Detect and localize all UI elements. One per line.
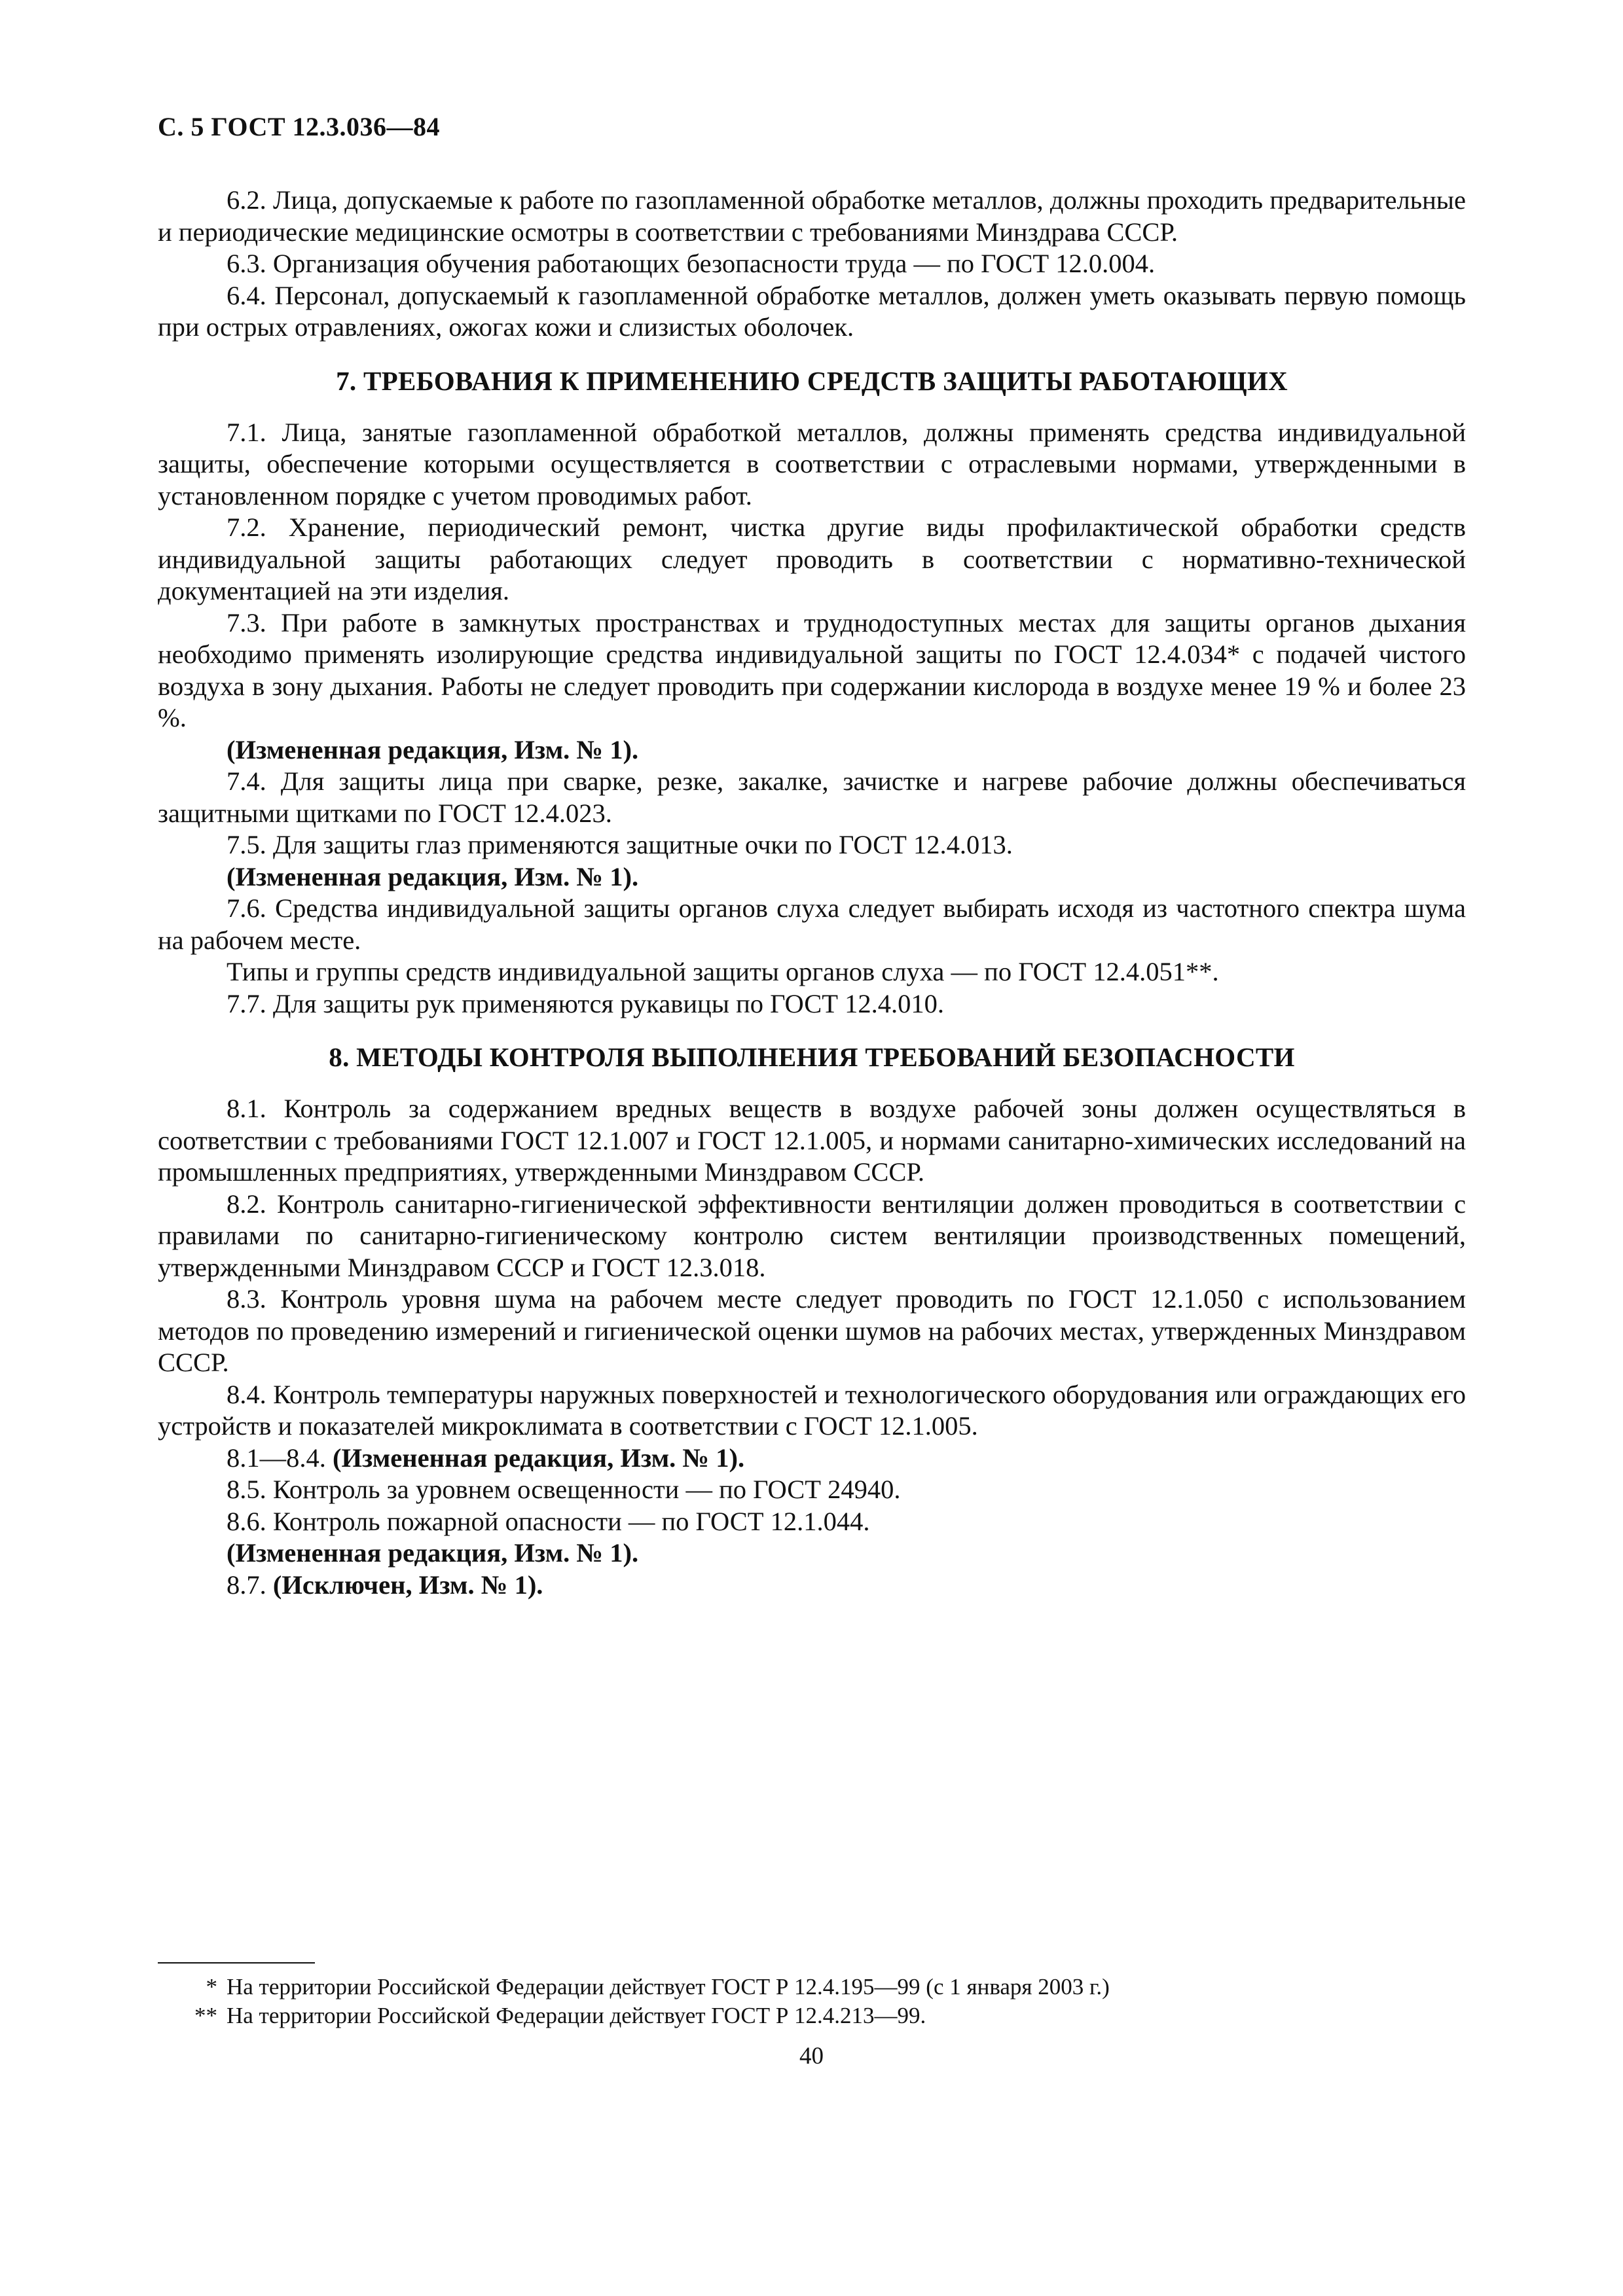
paragraph-7-2: 7.2. Хранение, периодический ремонт, чистка другие виды профилактической обработки средств индивидуальной защиты работающих следует проводить в соответствии с нормативно-технической документацией на эти изделия. bbox=[158, 512, 1466, 605]
paragraph-7-5: 7.5. Для защиты глаз применяются защитные очки по ГОСТ 12.4.013. bbox=[227, 830, 1013, 859]
paragraph-8-7 bbox=[158, 1570, 1466, 1602]
section-8-title: 8. МЕТОДЫ КОНТРОЛЯ ВЫПОЛНЕНИЯ ТРЕБОВАНИЙ БЕЗОПАСНОСТИ bbox=[329, 1042, 1295, 1072]
paragraph-6-3: 6.3. Организация обучения работающих безопасности труда — по ГОСТ 12.0.004. bbox=[227, 249, 1156, 278]
revision-note-prefix: 8.1—8.4. bbox=[227, 1443, 333, 1473]
footnote-text: На территории Российской Федерации действует ГОСТ Р 12.4.213—99. bbox=[227, 2003, 926, 2028]
paragraph-7-3: 7.3. При работе в замкнутых пространствах и труднодоступных местах для защиты органов дыхания необходимо применять изолирующие средства индивидуальной защиты по ГОСТ 12.4.034* с подачей чистого воздуха в зону дыхания. Работы не следует проводить при содержании кислорода в воздухе менее 19 % и более 23 %. bbox=[158, 607, 1466, 732]
page-header: С. 5 ГОСТ 12.3.036—84 bbox=[158, 112, 441, 141]
paragraph-7-1: 7.1. Лица, занятые газопламенной обработкой металлов, должны применять средства индивидуальной защиты, обеспечение которыми осуществляется в соответствии с отраслевыми нормами, утвержденными в установленном порядке с учетом проводимых работ. bbox=[158, 417, 1466, 511]
footnotes bbox=[158, 1973, 1466, 2030]
revision-note-text: (Измененная редакция, Изм. № 1). bbox=[333, 1443, 745, 1473]
revision-note-7-3: (Измененная редакция, Изм. № 1). bbox=[227, 734, 639, 764]
revision-note-7-5: (Измененная редакция, Изм. № 1). bbox=[227, 861, 639, 891]
paragraph-8-7-text: (Исключен, Изм. № 1). bbox=[272, 1570, 543, 1600]
footnote-mark: * bbox=[206, 1974, 217, 2000]
paragraph-7-6-types: Типы и группы средств индивидуальной защиты органов слуха — по ГОСТ 12.4.051**. bbox=[227, 957, 1219, 986]
paragraph-8-2: 8.2. Контроль санитарно-гигиенической эффективности вентиляции должен проводиться в соответствии с правилами по санитарно-гигиеническому контролю систем вентиляции производственных помещений, утвержденными Минздравом СССР и ГОСТ 12.3.018. bbox=[158, 1189, 1466, 1282]
paragraph-8-5: 8.5. Контроль за уровнем освещенности — по ГОСТ 24940. bbox=[227, 1475, 901, 1504]
page-number: 40 bbox=[799, 2043, 824, 2070]
revision-note-8-6: (Измененная редакция, Изм. № 1). bbox=[227, 1538, 639, 1568]
paragraph-8-1: 8.1. Контроль за содержанием вредных веществ в воздухе рабочей зоны должен осуществляться в соответствии с требованиями ГОСТ 12.1.007 и ГОСТ 12.1.005, и нормами санитарно-химических исследований на промышленных предприятиях, утвержденными Минздравом СССР. bbox=[158, 1094, 1466, 1187]
paragraph-8-3: 8.3. Контроль уровня шума на рабочем месте следует проводить по ГОСТ 12.1.050 с использованием методов по проведению измерений и гигиенической оценки шумов на рабочих местах, утвержденных Минздравом СССР. bbox=[158, 1284, 1466, 1377]
revision-note-8-1-8-4 bbox=[158, 1443, 1466, 1475]
paragraph-7-7: 7.7. Для защиты рук применяются рукавицы по ГОСТ 12.4.010. bbox=[227, 988, 945, 1018]
section-7-title: 7. ТРЕБОВАНИЯ К ПРИМЕНЕНИЮ СРЕДСТВ ЗАЩИТЫ РАБОТАЮЩИХ bbox=[336, 365, 1288, 396]
paragraph-8-4: 8.4. Контроль температуры наружных поверхностей и технологического оборудования или ограждающих его устройств и показателей микроклимата в соответствии с ГОСТ 12.1.005. bbox=[158, 1379, 1466, 1441]
paragraph-6-4: 6.4. Персонал, допускаемый к газопламенной обработке металлов, должен уметь оказывать первую помощь при острых отравлениях, ожогах кожи и слизистых оболочек. bbox=[158, 280, 1466, 342]
paragraph-8-6: 8.6. Контроль пожарной опасности — по ГОСТ 12.1.044. bbox=[227, 1506, 870, 1536]
paragraph-8-7-prefix: 8.7. bbox=[227, 1570, 273, 1600]
footnote-1 bbox=[158, 1973, 1466, 2001]
footnote-mark: ** bbox=[194, 2003, 217, 2028]
paragraph-6-2: 6.2. Лица, допускаемые к работе по газопламенной обработке металлов, должны проходить предварительные и периодические медицинские осмотры в соответствии с требованиями Минздрава СССР. bbox=[158, 185, 1466, 247]
footnote-text: На территории Российской Федерации действует ГОСТ Р 12.4.195—99 (с 1 января 2003 г.) bbox=[227, 1974, 1110, 2000]
paragraph-7-6: 7.6. Средства индивидуальной защиты органов слуха следует выбирать исходя из частотного спектра шума на рабочем месте. bbox=[158, 893, 1466, 955]
document-body bbox=[158, 185, 1466, 1601]
paragraph-7-4: 7.4. Для защиты лица при сварке, резке, закалке, зачистке и нагреве рабочие должны обеспечиваться защитными щитками по ГОСТ 12.4.023. bbox=[158, 766, 1466, 828]
footnote-divider bbox=[158, 1962, 315, 1964]
footnote-2 bbox=[158, 2001, 1466, 2030]
